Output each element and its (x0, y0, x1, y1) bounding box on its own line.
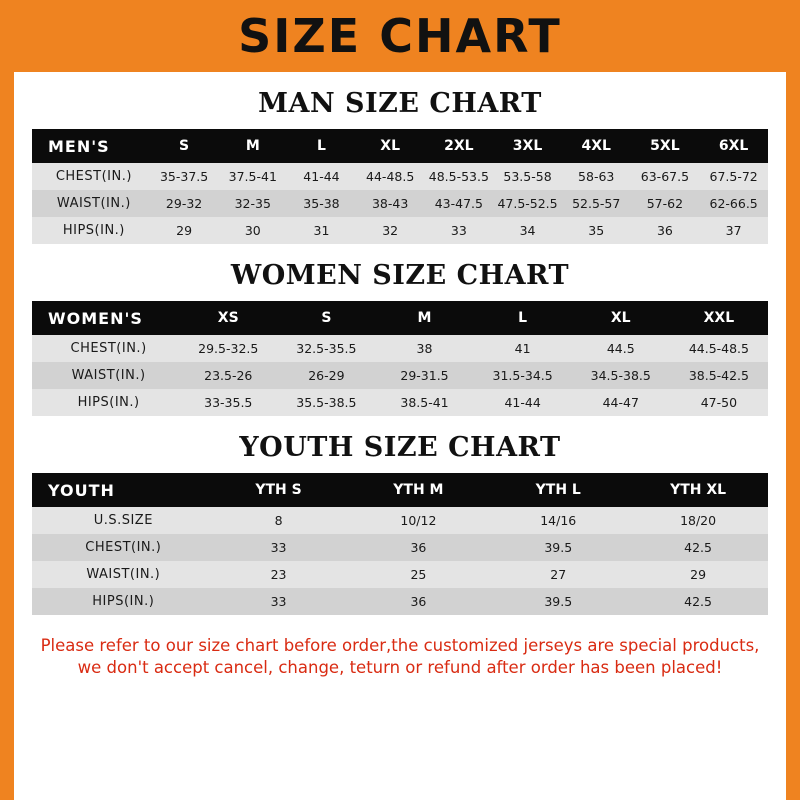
header-cell-yth-s: YTH S (209, 473, 349, 507)
cell: 42.5 (628, 534, 768, 561)
cell: 38-43 (356, 190, 425, 217)
cell: 33-35.5 (179, 389, 277, 416)
section-youth (32, 432, 768, 615)
cell: 39.5 (488, 534, 628, 561)
cell: 33 (425, 217, 494, 244)
cell: 57-62 (631, 190, 700, 217)
cell: 25 (348, 561, 488, 588)
header-cell-m: M (218, 129, 287, 163)
cell: 62-66.5 (699, 190, 768, 217)
row-label: WAIST(IN.) (32, 362, 179, 389)
page-title: SIZE CHART (238, 9, 562, 63)
footer-note-line-1: Please refer to our size chart before order,the customized jerseys are special products, (40, 636, 760, 655)
cell: 44.5 (572, 335, 670, 362)
header-cell-xl: XL (356, 129, 425, 163)
cell: 27 (488, 561, 628, 588)
cell: 41-44 (474, 389, 572, 416)
cell: 36 (348, 534, 488, 561)
header-cell-label: WOMEN'S (32, 301, 179, 335)
cell: 31 (287, 217, 356, 244)
table-header-row (32, 473, 768, 507)
cell: 47.5-52.5 (493, 190, 562, 217)
section-women (32, 260, 768, 416)
cell: 14/16 (488, 507, 628, 534)
footer-note-line-2: we don't accept cancel, change, teturn or refund after order has been placed! (77, 658, 723, 678)
cell: 37 (699, 217, 768, 244)
cell: 35 (562, 217, 631, 244)
cell: 67.5-72 (699, 163, 768, 190)
row-label: HIPS(IN.) (32, 588, 209, 615)
cell: 36 (631, 217, 700, 244)
cell: 34.5-38.5 (572, 362, 670, 389)
header-cell-m: M (375, 301, 473, 335)
header-cell-3xl: 3XL (493, 129, 562, 163)
cell: 35-37.5 (150, 163, 219, 190)
cell: 33 (209, 534, 349, 561)
cell: 23.5-26 (179, 362, 277, 389)
man-table-header (32, 129, 768, 163)
women-table-header (32, 301, 768, 335)
row-label: WAIST(IN.) (32, 190, 150, 217)
cell: 44.5-48.5 (670, 335, 768, 362)
cell: 41-44 (287, 163, 356, 190)
youth-table-header (32, 473, 768, 507)
cell: 32.5-35.5 (277, 335, 375, 362)
table-row (32, 534, 768, 561)
cell: 52.5-57 (562, 190, 631, 217)
section-title-women: WOMEN SIZE CHART (230, 260, 570, 291)
cell: 23 (209, 561, 349, 588)
section-title-youth: YOUTH SIZE CHART (239, 432, 561, 463)
women-size-table (32, 301, 768, 416)
header-cell-5xl: 5XL (631, 129, 700, 163)
header-cell-xxl: XXL (670, 301, 768, 335)
header-cell-label: MEN'S (32, 129, 150, 163)
header-cell-yth-m: YTH M (348, 473, 488, 507)
row-label: CHEST(IN.) (32, 534, 209, 561)
man-size-table (32, 129, 768, 244)
cell: 39.5 (488, 588, 628, 615)
row-label: HIPS(IN.) (32, 217, 150, 244)
cell: 35.5-38.5 (277, 389, 375, 416)
table-row (32, 561, 768, 588)
header-cell-6xl: 6XL (699, 129, 768, 163)
cell: 18/20 (628, 507, 768, 534)
cell: 35-38 (287, 190, 356, 217)
row-label: CHEST(IN.) (32, 335, 179, 362)
cell: 29-32 (150, 190, 219, 217)
row-label: WAIST(IN.) (32, 561, 209, 588)
header-cell-s: S (150, 129, 219, 163)
cell: 43-47.5 (425, 190, 494, 217)
table-row (32, 217, 768, 244)
header-cell-4xl: 4XL (562, 129, 631, 163)
cell: 38.5-42.5 (670, 362, 768, 389)
youth-size-table (32, 473, 768, 615)
cell: 48.5-53.5 (425, 163, 494, 190)
cell: 10/12 (348, 507, 488, 534)
row-label: U.S.SIZE (32, 507, 209, 534)
footer-note (32, 629, 768, 680)
row-label: HIPS(IN.) (32, 389, 179, 416)
header-cell-l: L (287, 129, 356, 163)
header-cell-label: YOUTH (32, 473, 209, 507)
table-row (32, 190, 768, 217)
table-header-row (32, 301, 768, 335)
cell: 30 (218, 217, 287, 244)
cell: 31.5-34.5 (474, 362, 572, 389)
cell: 42.5 (628, 588, 768, 615)
cell: 63-67.5 (631, 163, 700, 190)
cell: 44-48.5 (356, 163, 425, 190)
header-cell-yth-l: YTH L (488, 473, 628, 507)
header-cell-xs: XS (179, 301, 277, 335)
content (14, 88, 786, 680)
cell: 58-63 (562, 163, 631, 190)
cell: 36 (348, 588, 488, 615)
table-row (32, 588, 768, 615)
cell: 26-29 (277, 362, 375, 389)
cell: 29-31.5 (375, 362, 473, 389)
table-header-row (32, 129, 768, 163)
cell: 34 (493, 217, 562, 244)
cell: 8 (209, 507, 349, 534)
cell: 32-35 (218, 190, 287, 217)
header-cell-xl: XL (572, 301, 670, 335)
cell: 29 (628, 561, 768, 588)
youth-table-body (32, 507, 768, 615)
header-cell-2xl: 2XL (425, 129, 494, 163)
cell: 32 (356, 217, 425, 244)
table-row (32, 335, 768, 362)
section-man (32, 88, 768, 244)
cell: 47-50 (670, 389, 768, 416)
cell: 29.5-32.5 (179, 335, 277, 362)
cell: 38.5-41 (375, 389, 473, 416)
header-cell-yth-xl: YTH XL (628, 473, 768, 507)
banner (0, 0, 800, 72)
man-table-body (32, 163, 768, 244)
table-row (32, 163, 768, 190)
cell: 41 (474, 335, 572, 362)
section-title-man: MAN SIZE CHART (258, 88, 542, 119)
cell: 37.5-41 (218, 163, 287, 190)
table-row (32, 362, 768, 389)
cell: 29 (150, 217, 219, 244)
cell: 44-47 (572, 389, 670, 416)
table-row (32, 507, 768, 534)
cell: 38 (375, 335, 473, 362)
cell: 33 (209, 588, 349, 615)
row-label: CHEST(IN.) (32, 163, 150, 190)
header-cell-s: S (277, 301, 375, 335)
cell: 53.5-58 (493, 163, 562, 190)
women-table-body (32, 335, 768, 416)
table-row (32, 389, 768, 416)
header-cell-l: L (474, 301, 572, 335)
